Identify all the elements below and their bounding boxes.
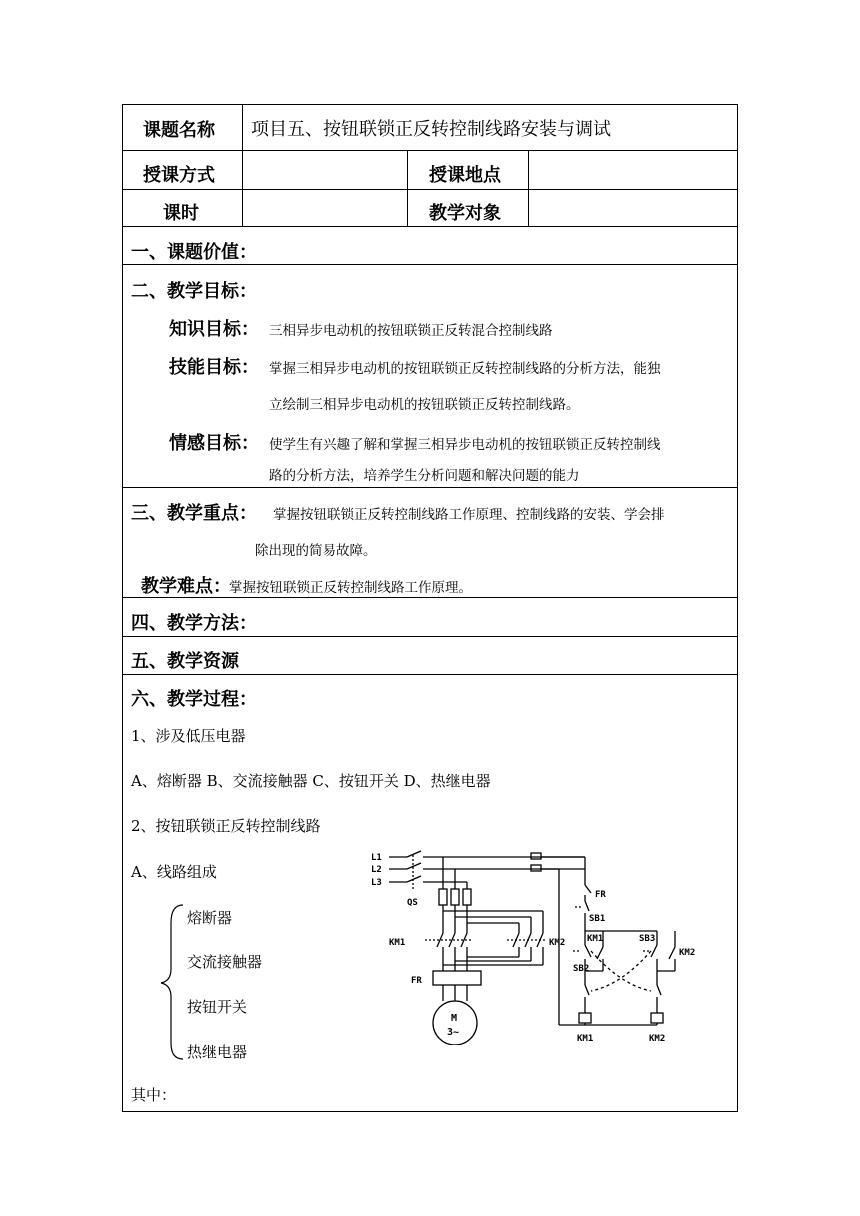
hours-label: 课时	[163, 203, 199, 224]
section-key-title: 三、教学重点：	[131, 503, 257, 524]
row-divider	[123, 264, 737, 265]
section-value-title: 一、课题价值：	[131, 242, 257, 263]
key-text-1: 掌握按钮联锁正反转控制线路工作原理、控制线路的安装、学会排	[273, 507, 665, 523]
col-divider	[242, 105, 243, 226]
component-button-switch: 按钮开关	[187, 998, 248, 1016]
col-divider	[528, 150, 529, 226]
emotion-text-2: 路的分析方法，培养学生分析问题和解决问题的能力	[269, 468, 580, 484]
process-footer: 其中：	[131, 1086, 177, 1104]
label-motor-m: M	[451, 1013, 458, 1024]
label-fr-ctrl: FR	[595, 890, 606, 900]
place-label: 授课地点	[429, 165, 501, 186]
label-qs: QS	[407, 898, 418, 908]
brace-icon	[157, 901, 187, 1063]
label-km1-coil: KM1	[577, 1034, 594, 1044]
label-km1-main: KM1	[389, 938, 406, 948]
difficulty-text: 掌握按钮联锁正反转控制线路工作原理。	[229, 580, 472, 596]
circuit-diagram	[367, 845, 727, 1045]
component-fuse: 熔断器	[187, 909, 233, 927]
label-fr-main: FR	[411, 976, 422, 986]
process-item-1-detail: A、熔断器 B、交流接触器 C、按钮开关 D、热继电器	[131, 772, 491, 790]
label-l3: L3	[371, 878, 382, 888]
component-contactor: 交流接触器	[187, 953, 263, 971]
section-resource-title: 五、教学资源	[131, 651, 239, 672]
process-item-1: 1、涉及低压电器	[131, 727, 246, 745]
row-divider	[123, 150, 737, 151]
label-km2-side: KM2	[679, 948, 696, 958]
topic-label: 课题名称	[143, 120, 215, 141]
label-sb3: SB3	[639, 934, 656, 944]
label-km2-main: KM2	[549, 938, 566, 948]
skill-text-1: 掌握三相异步电动机的按钮联锁正反转控制线路的分析方法，能独	[269, 361, 661, 377]
audience-label: 教学对象	[429, 203, 501, 224]
key-text-2: 除出现的简易故障。	[255, 543, 377, 559]
label-sb2: SB2	[573, 964, 590, 974]
col-divider	[407, 150, 408, 226]
knowledge-text: 三相异步电动机的按钮联锁正反转混合控制线路	[269, 323, 553, 339]
label-km1-top: KM1	[587, 934, 604, 944]
section-method-title: 四、教学方法：	[131, 613, 257, 634]
row-divider	[123, 189, 737, 190]
lesson-plan-table	[122, 104, 738, 1112]
row-divider	[123, 487, 737, 488]
skill-label: 技能目标：	[169, 357, 259, 378]
process-item-2-sub: A、线路组成	[131, 863, 217, 881]
label-l2: L2	[371, 865, 382, 875]
row-divider	[123, 226, 737, 227]
label-sb1: SB1	[589, 914, 606, 924]
section-goals-title: 二、教学目标：	[131, 281, 257, 302]
row-divider	[123, 636, 737, 637]
label-motor-3: 3~	[447, 1027, 460, 1038]
skill-text-2: 立绘制三相异步电动机的按钮联锁正反转控制线路。	[269, 397, 580, 413]
component-thermal-relay: 热继电器	[187, 1043, 248, 1061]
label-l1: L1	[371, 853, 382, 863]
label-km2-coil: KM2	[649, 1034, 666, 1044]
emotion-text-1: 使学生有兴趣了解和掌握三相异步电动机的按钮联锁正反转控制线	[269, 437, 661, 453]
section-process-title: 六、教学过程：	[131, 689, 257, 710]
difficulty-label: 教学难点：	[141, 576, 231, 597]
row-divider	[123, 674, 737, 675]
emotion-label: 情感目标：	[169, 433, 259, 454]
topic-value: 项目五、按钮联锁正反转控制线路安装与调试	[251, 119, 611, 140]
method-label: 授课方式	[143, 165, 215, 186]
process-item-2: 2、按钮联锁正反转控制线路	[131, 817, 321, 835]
knowledge-label: 知识目标：	[169, 319, 259, 340]
